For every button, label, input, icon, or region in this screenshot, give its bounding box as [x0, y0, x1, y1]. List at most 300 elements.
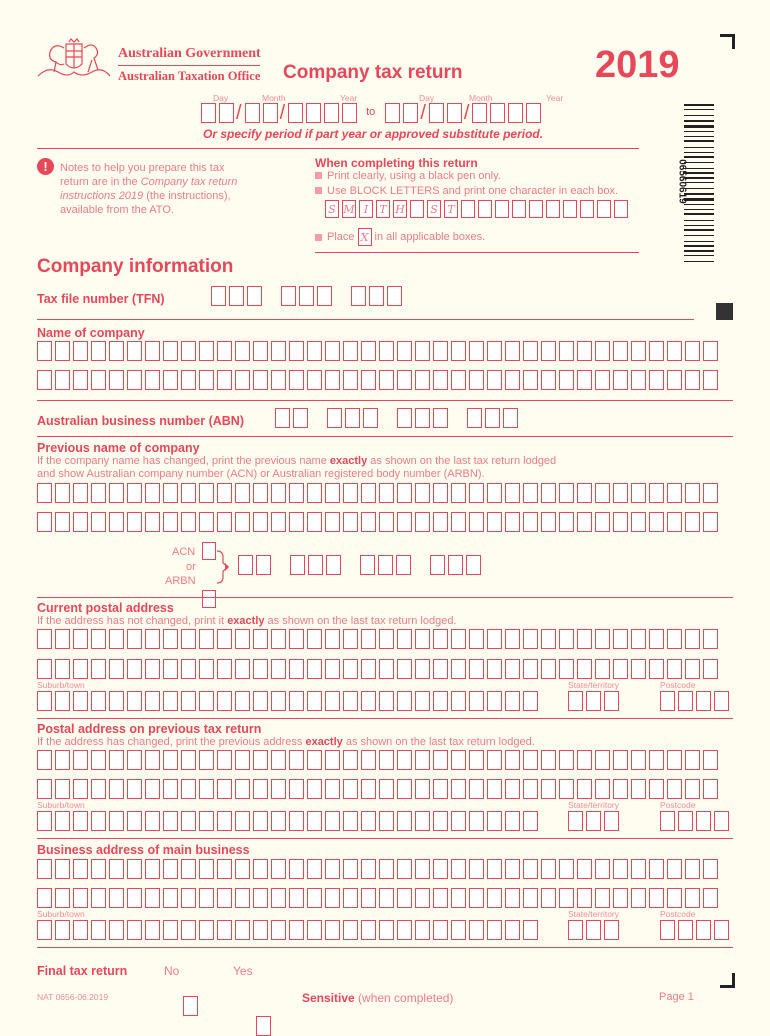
postal-suburb-box[interactable]	[253, 691, 268, 711]
previous-postal-box[interactable]	[541, 779, 556, 799]
postal-address-box[interactable]	[343, 629, 358, 649]
previous-name-box[interactable]	[487, 512, 502, 532]
business-address-box[interactable]	[55, 859, 70, 879]
previous-postcode-box[interactable]	[660, 811, 675, 831]
acn-checkbox[interactable]	[202, 542, 216, 560]
business-address-box[interactable]	[163, 888, 178, 908]
company-name-box[interactable]	[379, 370, 394, 390]
company-name-box[interactable]	[505, 370, 520, 390]
previous-suburb-box[interactable]	[289, 811, 304, 831]
previous-name-box[interactable]	[649, 483, 664, 503]
previous-postal-box[interactable]	[433, 750, 448, 770]
business-address-box[interactable]	[469, 888, 484, 908]
previous-postal-box[interactable]	[523, 750, 538, 770]
previous-suburb-box[interactable]	[73, 811, 88, 831]
business-address-box[interactable]	[37, 888, 52, 908]
company-name-box[interactable]	[397, 370, 412, 390]
company-name-box[interactable]	[37, 341, 52, 361]
period-to-month-box[interactable]	[447, 103, 462, 123]
previous-postal-box[interactable]	[667, 750, 682, 770]
postal-address-box[interactable]	[307, 629, 322, 649]
postal-address-box[interactable]	[613, 659, 628, 679]
previous-name-box[interactable]	[685, 483, 700, 503]
acn-arbn-box[interactable]	[308, 555, 323, 575]
postal-suburb-box[interactable]	[379, 691, 394, 711]
company-name-box[interactable]	[415, 341, 430, 361]
postal-address-box[interactable]	[343, 659, 358, 679]
business-postcode-box[interactable]	[696, 920, 711, 940]
business-address-box[interactable]	[235, 888, 250, 908]
postal-address-box[interactable]	[523, 659, 538, 679]
previous-postal-box[interactable]	[343, 779, 358, 799]
business-suburb-box[interactable]	[91, 920, 106, 940]
company-name-box[interactable]	[523, 341, 538, 361]
business-postcode-box[interactable]	[660, 920, 675, 940]
postal-address-box[interactable]	[109, 659, 124, 679]
abn-box[interactable]	[415, 408, 430, 428]
business-address-box[interactable]	[505, 859, 520, 879]
previous-name-box[interactable]	[595, 512, 610, 532]
previous-name-box[interactable]	[541, 512, 556, 532]
postal-address-box[interactable]	[451, 629, 466, 649]
company-name-box[interactable]	[109, 370, 124, 390]
business-suburb-box[interactable]	[217, 920, 232, 940]
postal-address-box[interactable]	[73, 659, 88, 679]
business-suburb-box[interactable]	[433, 920, 448, 940]
business-address-box[interactable]	[613, 859, 628, 879]
arbn-checkbox[interactable]	[202, 590, 216, 608]
postal-address-box[interactable]	[685, 629, 700, 649]
previous-name-box[interactable]	[307, 483, 322, 503]
previous-postal-box[interactable]	[271, 779, 286, 799]
company-name-box[interactable]	[145, 341, 160, 361]
period-from-year-box[interactable]	[288, 103, 303, 123]
previous-name-box[interactable]	[73, 512, 88, 532]
acn-arbn-box[interactable]	[326, 555, 341, 575]
company-name-box[interactable]	[703, 370, 718, 390]
acn-arbn-box[interactable]	[378, 555, 393, 575]
previous-name-box[interactable]	[379, 512, 394, 532]
postal-address-box[interactable]	[109, 629, 124, 649]
previous-name-box[interactable]	[37, 483, 52, 503]
previous-name-box[interactable]	[649, 512, 664, 532]
postal-suburb-box[interactable]	[469, 691, 484, 711]
previous-postal-box[interactable]	[415, 750, 430, 770]
period-to-day-box[interactable]	[403, 103, 418, 123]
postal-address-box[interactable]	[433, 659, 448, 679]
previous-suburb-box[interactable]	[415, 811, 430, 831]
period-to-month-box[interactable]	[429, 103, 444, 123]
tfn-box[interactable]	[211, 286, 226, 306]
postal-suburb-box[interactable]	[397, 691, 412, 711]
postal-suburb-box[interactable]	[55, 691, 70, 711]
previous-postal-box[interactable]	[379, 750, 394, 770]
business-suburb-box[interactable]	[127, 920, 142, 940]
postal-address-box[interactable]	[217, 629, 232, 649]
previous-postal-box[interactable]	[505, 779, 520, 799]
previous-postcode-box[interactable]	[678, 811, 693, 831]
company-name-box[interactable]	[415, 370, 430, 390]
previous-name-box[interactable]	[685, 512, 700, 532]
business-postcode-box[interactable]	[714, 920, 729, 940]
tfn-box[interactable]	[369, 286, 384, 306]
previous-postal-box[interactable]	[379, 779, 394, 799]
business-address-box[interactable]	[199, 888, 214, 908]
company-name-box[interactable]	[181, 341, 196, 361]
postal-suburb-box[interactable]	[487, 691, 502, 711]
business-address-box[interactable]	[649, 888, 664, 908]
postal-address-box[interactable]	[415, 629, 430, 649]
acn-arbn-box[interactable]	[256, 555, 271, 575]
business-address-box[interactable]	[415, 859, 430, 879]
postal-address-box[interactable]	[307, 659, 322, 679]
previous-postal-box[interactable]	[487, 750, 502, 770]
company-name-box[interactable]	[649, 370, 664, 390]
business-address-box[interactable]	[145, 859, 160, 879]
company-name-box[interactable]	[163, 370, 178, 390]
business-address-box[interactable]	[451, 859, 466, 879]
previous-postal-box[interactable]	[685, 779, 700, 799]
period-from-year-box[interactable]	[306, 103, 321, 123]
previous-name-box[interactable]	[487, 483, 502, 503]
postal-suburb-box[interactable]	[289, 691, 304, 711]
company-name-box[interactable]	[667, 341, 682, 361]
business-address-box[interactable]	[685, 859, 700, 879]
previous-state-box[interactable]	[568, 811, 583, 831]
business-state-box[interactable]	[604, 920, 619, 940]
previous-postal-box[interactable]	[325, 750, 340, 770]
company-name-box[interactable]	[163, 341, 178, 361]
business-suburb-box[interactable]	[505, 920, 520, 940]
postal-address-box[interactable]	[253, 659, 268, 679]
previous-suburb-box[interactable]	[199, 811, 214, 831]
previous-name-box[interactable]	[271, 512, 286, 532]
business-address-box[interactable]	[253, 888, 268, 908]
business-state-box[interactable]	[568, 920, 583, 940]
previous-postal-box[interactable]	[307, 750, 322, 770]
previous-suburb-box[interactable]	[307, 811, 322, 831]
company-name-box[interactable]	[577, 341, 592, 361]
previous-postal-box[interactable]	[235, 750, 250, 770]
previous-suburb-box[interactable]	[271, 811, 286, 831]
previous-postal-box[interactable]	[433, 779, 448, 799]
previous-postal-box[interactable]	[235, 779, 250, 799]
business-address-box[interactable]	[325, 888, 340, 908]
previous-name-box[interactable]	[217, 483, 232, 503]
previous-postal-box[interactable]	[343, 750, 358, 770]
previous-name-box[interactable]	[109, 483, 124, 503]
previous-postal-box[interactable]	[73, 779, 88, 799]
business-suburb-box[interactable]	[253, 920, 268, 940]
company-name-box[interactable]	[505, 341, 520, 361]
previous-name-box[interactable]	[91, 483, 106, 503]
postal-address-box[interactable]	[469, 629, 484, 649]
postal-address-box[interactable]	[487, 629, 502, 649]
business-address-box[interactable]	[703, 859, 718, 879]
company-name-box[interactable]	[73, 341, 88, 361]
previous-name-box[interactable]	[289, 512, 304, 532]
business-address-box[interactable]	[613, 888, 628, 908]
postal-address-box[interactable]	[397, 629, 412, 649]
previous-name-box[interactable]	[703, 483, 718, 503]
postal-address-box[interactable]	[199, 629, 214, 649]
postal-suburb-box[interactable]	[235, 691, 250, 711]
previous-name-box[interactable]	[307, 512, 322, 532]
previous-name-box[interactable]	[559, 483, 574, 503]
previous-name-box[interactable]	[415, 512, 430, 532]
business-address-box[interactable]	[289, 888, 304, 908]
business-address-box[interactable]	[199, 859, 214, 879]
business-address-box[interactable]	[55, 888, 70, 908]
postal-suburb-box[interactable]	[181, 691, 196, 711]
previous-postal-box[interactable]	[289, 750, 304, 770]
previous-name-box[interactable]	[577, 483, 592, 503]
postal-address-box[interactable]	[73, 629, 88, 649]
previous-name-box[interactable]	[199, 483, 214, 503]
previous-suburb-box[interactable]	[325, 811, 340, 831]
previous-name-box[interactable]	[595, 483, 610, 503]
abn-box[interactable]	[345, 408, 360, 428]
company-name-box[interactable]	[235, 341, 250, 361]
postal-address-box[interactable]	[91, 659, 106, 679]
postal-suburb-box[interactable]	[73, 691, 88, 711]
business-suburb-box[interactable]	[487, 920, 502, 940]
previous-postal-box[interactable]	[397, 779, 412, 799]
previous-suburb-box[interactable]	[361, 811, 376, 831]
business-address-box[interactable]	[109, 859, 124, 879]
tfn-box[interactable]	[229, 286, 244, 306]
previous-name-box[interactable]	[325, 512, 340, 532]
company-name-box[interactable]	[145, 370, 160, 390]
previous-name-box[interactable]	[613, 512, 628, 532]
business-address-box[interactable]	[307, 859, 322, 879]
previous-postal-box[interactable]	[37, 750, 52, 770]
previous-name-box[interactable]	[415, 483, 430, 503]
previous-name-box[interactable]	[523, 483, 538, 503]
postal-address-box[interactable]	[667, 629, 682, 649]
previous-postal-box[interactable]	[199, 779, 214, 799]
postal-address-box[interactable]	[235, 659, 250, 679]
previous-postal-box[interactable]	[703, 750, 718, 770]
company-name-box[interactable]	[217, 341, 232, 361]
business-suburb-box[interactable]	[343, 920, 358, 940]
business-address-box[interactable]	[73, 859, 88, 879]
previous-postal-box[interactable]	[703, 779, 718, 799]
company-name-box[interactable]	[451, 370, 466, 390]
previous-postal-box[interactable]	[577, 779, 592, 799]
previous-state-box[interactable]	[586, 811, 601, 831]
company-name-box[interactable]	[343, 341, 358, 361]
company-name-box[interactable]	[361, 370, 376, 390]
previous-name-box[interactable]	[667, 483, 682, 503]
business-address-box[interactable]	[271, 859, 286, 879]
business-address-box[interactable]	[307, 888, 322, 908]
postal-suburb-box[interactable]	[109, 691, 124, 711]
previous-postal-box[interactable]	[217, 779, 232, 799]
previous-postal-box[interactable]	[415, 779, 430, 799]
business-suburb-box[interactable]	[271, 920, 286, 940]
business-suburb-box[interactable]	[325, 920, 340, 940]
company-name-box[interactable]	[73, 370, 88, 390]
company-name-box[interactable]	[469, 370, 484, 390]
previous-postal-box[interactable]	[469, 750, 484, 770]
business-address-box[interactable]	[487, 859, 502, 879]
acn-arbn-box[interactable]	[238, 555, 253, 575]
postal-address-box[interactable]	[181, 629, 196, 649]
previous-name-box[interactable]	[343, 512, 358, 532]
previous-postal-box[interactable]	[685, 750, 700, 770]
postal-address-box[interactable]	[631, 629, 646, 649]
previous-postal-box[interactable]	[631, 750, 646, 770]
previous-name-box[interactable]	[145, 483, 160, 503]
postal-suburb-box[interactable]	[433, 691, 448, 711]
period-to-year-box[interactable]	[508, 103, 523, 123]
previous-name-box[interactable]	[505, 512, 520, 532]
postal-address-box[interactable]	[37, 629, 52, 649]
company-name-box[interactable]	[343, 370, 358, 390]
company-name-box[interactable]	[451, 341, 466, 361]
previous-suburb-box[interactable]	[163, 811, 178, 831]
postal-address-box[interactable]	[379, 659, 394, 679]
previous-name-box[interactable]	[253, 512, 268, 532]
business-address-box[interactable]	[271, 888, 286, 908]
acn-arbn-box[interactable]	[430, 555, 445, 575]
previous-postal-box[interactable]	[253, 750, 268, 770]
previous-postal-box[interactable]	[91, 779, 106, 799]
postal-address-box[interactable]	[127, 659, 142, 679]
acn-arbn-box[interactable]	[360, 555, 375, 575]
postal-suburb-box[interactable]	[91, 691, 106, 711]
business-address-box[interactable]	[433, 859, 448, 879]
postal-address-box[interactable]	[577, 629, 592, 649]
previous-name-box[interactable]	[361, 483, 376, 503]
business-address-box[interactable]	[559, 888, 574, 908]
company-name-box[interactable]	[577, 370, 592, 390]
business-address-box[interactable]	[127, 859, 142, 879]
business-address-box[interactable]	[217, 888, 232, 908]
previous-postal-box[interactable]	[595, 750, 610, 770]
company-name-box[interactable]	[469, 341, 484, 361]
postal-address-box[interactable]	[163, 659, 178, 679]
business-address-box[interactable]	[559, 859, 574, 879]
postal-suburb-box[interactable]	[127, 691, 142, 711]
period-from-day-box[interactable]	[219, 103, 234, 123]
previous-suburb-box[interactable]	[145, 811, 160, 831]
postal-address-box[interactable]	[541, 659, 556, 679]
postal-postcode-box[interactable]	[696, 691, 711, 711]
previous-name-box[interactable]	[559, 512, 574, 532]
previous-postal-box[interactable]	[667, 779, 682, 799]
business-address-box[interactable]	[415, 888, 430, 908]
previous-postal-box[interactable]	[523, 779, 538, 799]
company-name-box[interactable]	[433, 370, 448, 390]
postal-address-box[interactable]	[361, 629, 376, 649]
business-address-box[interactable]	[541, 859, 556, 879]
company-name-box[interactable]	[289, 370, 304, 390]
business-address-box[interactable]	[703, 888, 718, 908]
previous-name-box[interactable]	[523, 512, 538, 532]
previous-suburb-box[interactable]	[217, 811, 232, 831]
postal-address-box[interactable]	[433, 629, 448, 649]
previous-postal-box[interactable]	[613, 779, 628, 799]
company-name-box[interactable]	[271, 370, 286, 390]
postal-suburb-box[interactable]	[37, 691, 52, 711]
company-name-box[interactable]	[703, 341, 718, 361]
previous-postal-box[interactable]	[289, 779, 304, 799]
business-suburb-box[interactable]	[397, 920, 412, 940]
company-name-box[interactable]	[487, 370, 502, 390]
company-name-box[interactable]	[307, 341, 322, 361]
previous-postal-box[interactable]	[163, 779, 178, 799]
previous-suburb-box[interactable]	[343, 811, 358, 831]
previous-name-box[interactable]	[217, 512, 232, 532]
previous-postal-box[interactable]	[487, 779, 502, 799]
business-address-box[interactable]	[577, 888, 592, 908]
previous-postal-box[interactable]	[325, 779, 340, 799]
postal-address-box[interactable]	[253, 629, 268, 649]
previous-postal-box[interactable]	[505, 750, 520, 770]
previous-suburb-box[interactable]	[181, 811, 196, 831]
business-suburb-box[interactable]	[469, 920, 484, 940]
postal-address-box[interactable]	[181, 659, 196, 679]
company-name-box[interactable]	[127, 341, 142, 361]
previous-postal-box[interactable]	[37, 779, 52, 799]
previous-postal-box[interactable]	[199, 750, 214, 770]
postal-suburb-box[interactable]	[415, 691, 430, 711]
postal-state-box[interactable]	[568, 691, 583, 711]
business-suburb-box[interactable]	[55, 920, 70, 940]
business-address-box[interactable]	[379, 888, 394, 908]
postal-suburb-box[interactable]	[451, 691, 466, 711]
business-address-box[interactable]	[289, 859, 304, 879]
previous-postal-box[interactable]	[595, 779, 610, 799]
final-yes-checkbox[interactable]	[256, 1016, 271, 1036]
company-name-box[interactable]	[685, 341, 700, 361]
business-address-box[interactable]	[667, 859, 682, 879]
period-from-year-box[interactable]	[324, 103, 339, 123]
previous-name-box[interactable]	[469, 512, 484, 532]
acn-arbn-box[interactable]	[448, 555, 463, 575]
previous-postal-box[interactable]	[145, 779, 160, 799]
previous-state-box[interactable]	[604, 811, 619, 831]
postal-state-box[interactable]	[604, 691, 619, 711]
postal-address-box[interactable]	[703, 659, 718, 679]
postal-postcode-box[interactable]	[678, 691, 693, 711]
previous-name-box[interactable]	[181, 512, 196, 532]
tfn-box[interactable]	[247, 286, 262, 306]
previous-suburb-box[interactable]	[397, 811, 412, 831]
postal-address-box[interactable]	[361, 659, 376, 679]
previous-postal-box[interactable]	[145, 750, 160, 770]
business-state-box[interactable]	[586, 920, 601, 940]
company-name-box[interactable]	[433, 341, 448, 361]
previous-postal-box[interactable]	[397, 750, 412, 770]
previous-postal-box[interactable]	[649, 750, 664, 770]
business-address-box[interactable]	[91, 859, 106, 879]
business-address-box[interactable]	[505, 888, 520, 908]
previous-name-box[interactable]	[55, 512, 70, 532]
company-name-box[interactable]	[667, 370, 682, 390]
postal-address-box[interactable]	[55, 629, 70, 649]
previous-postal-box[interactable]	[181, 779, 196, 799]
postal-address-box[interactable]	[37, 659, 52, 679]
previous-name-box[interactable]	[181, 483, 196, 503]
previous-suburb-box[interactable]	[91, 811, 106, 831]
previous-postal-box[interactable]	[631, 779, 646, 799]
company-name-box[interactable]	[253, 370, 268, 390]
period-from-month-box[interactable]	[245, 103, 260, 123]
postal-address-box[interactable]	[613, 629, 628, 649]
